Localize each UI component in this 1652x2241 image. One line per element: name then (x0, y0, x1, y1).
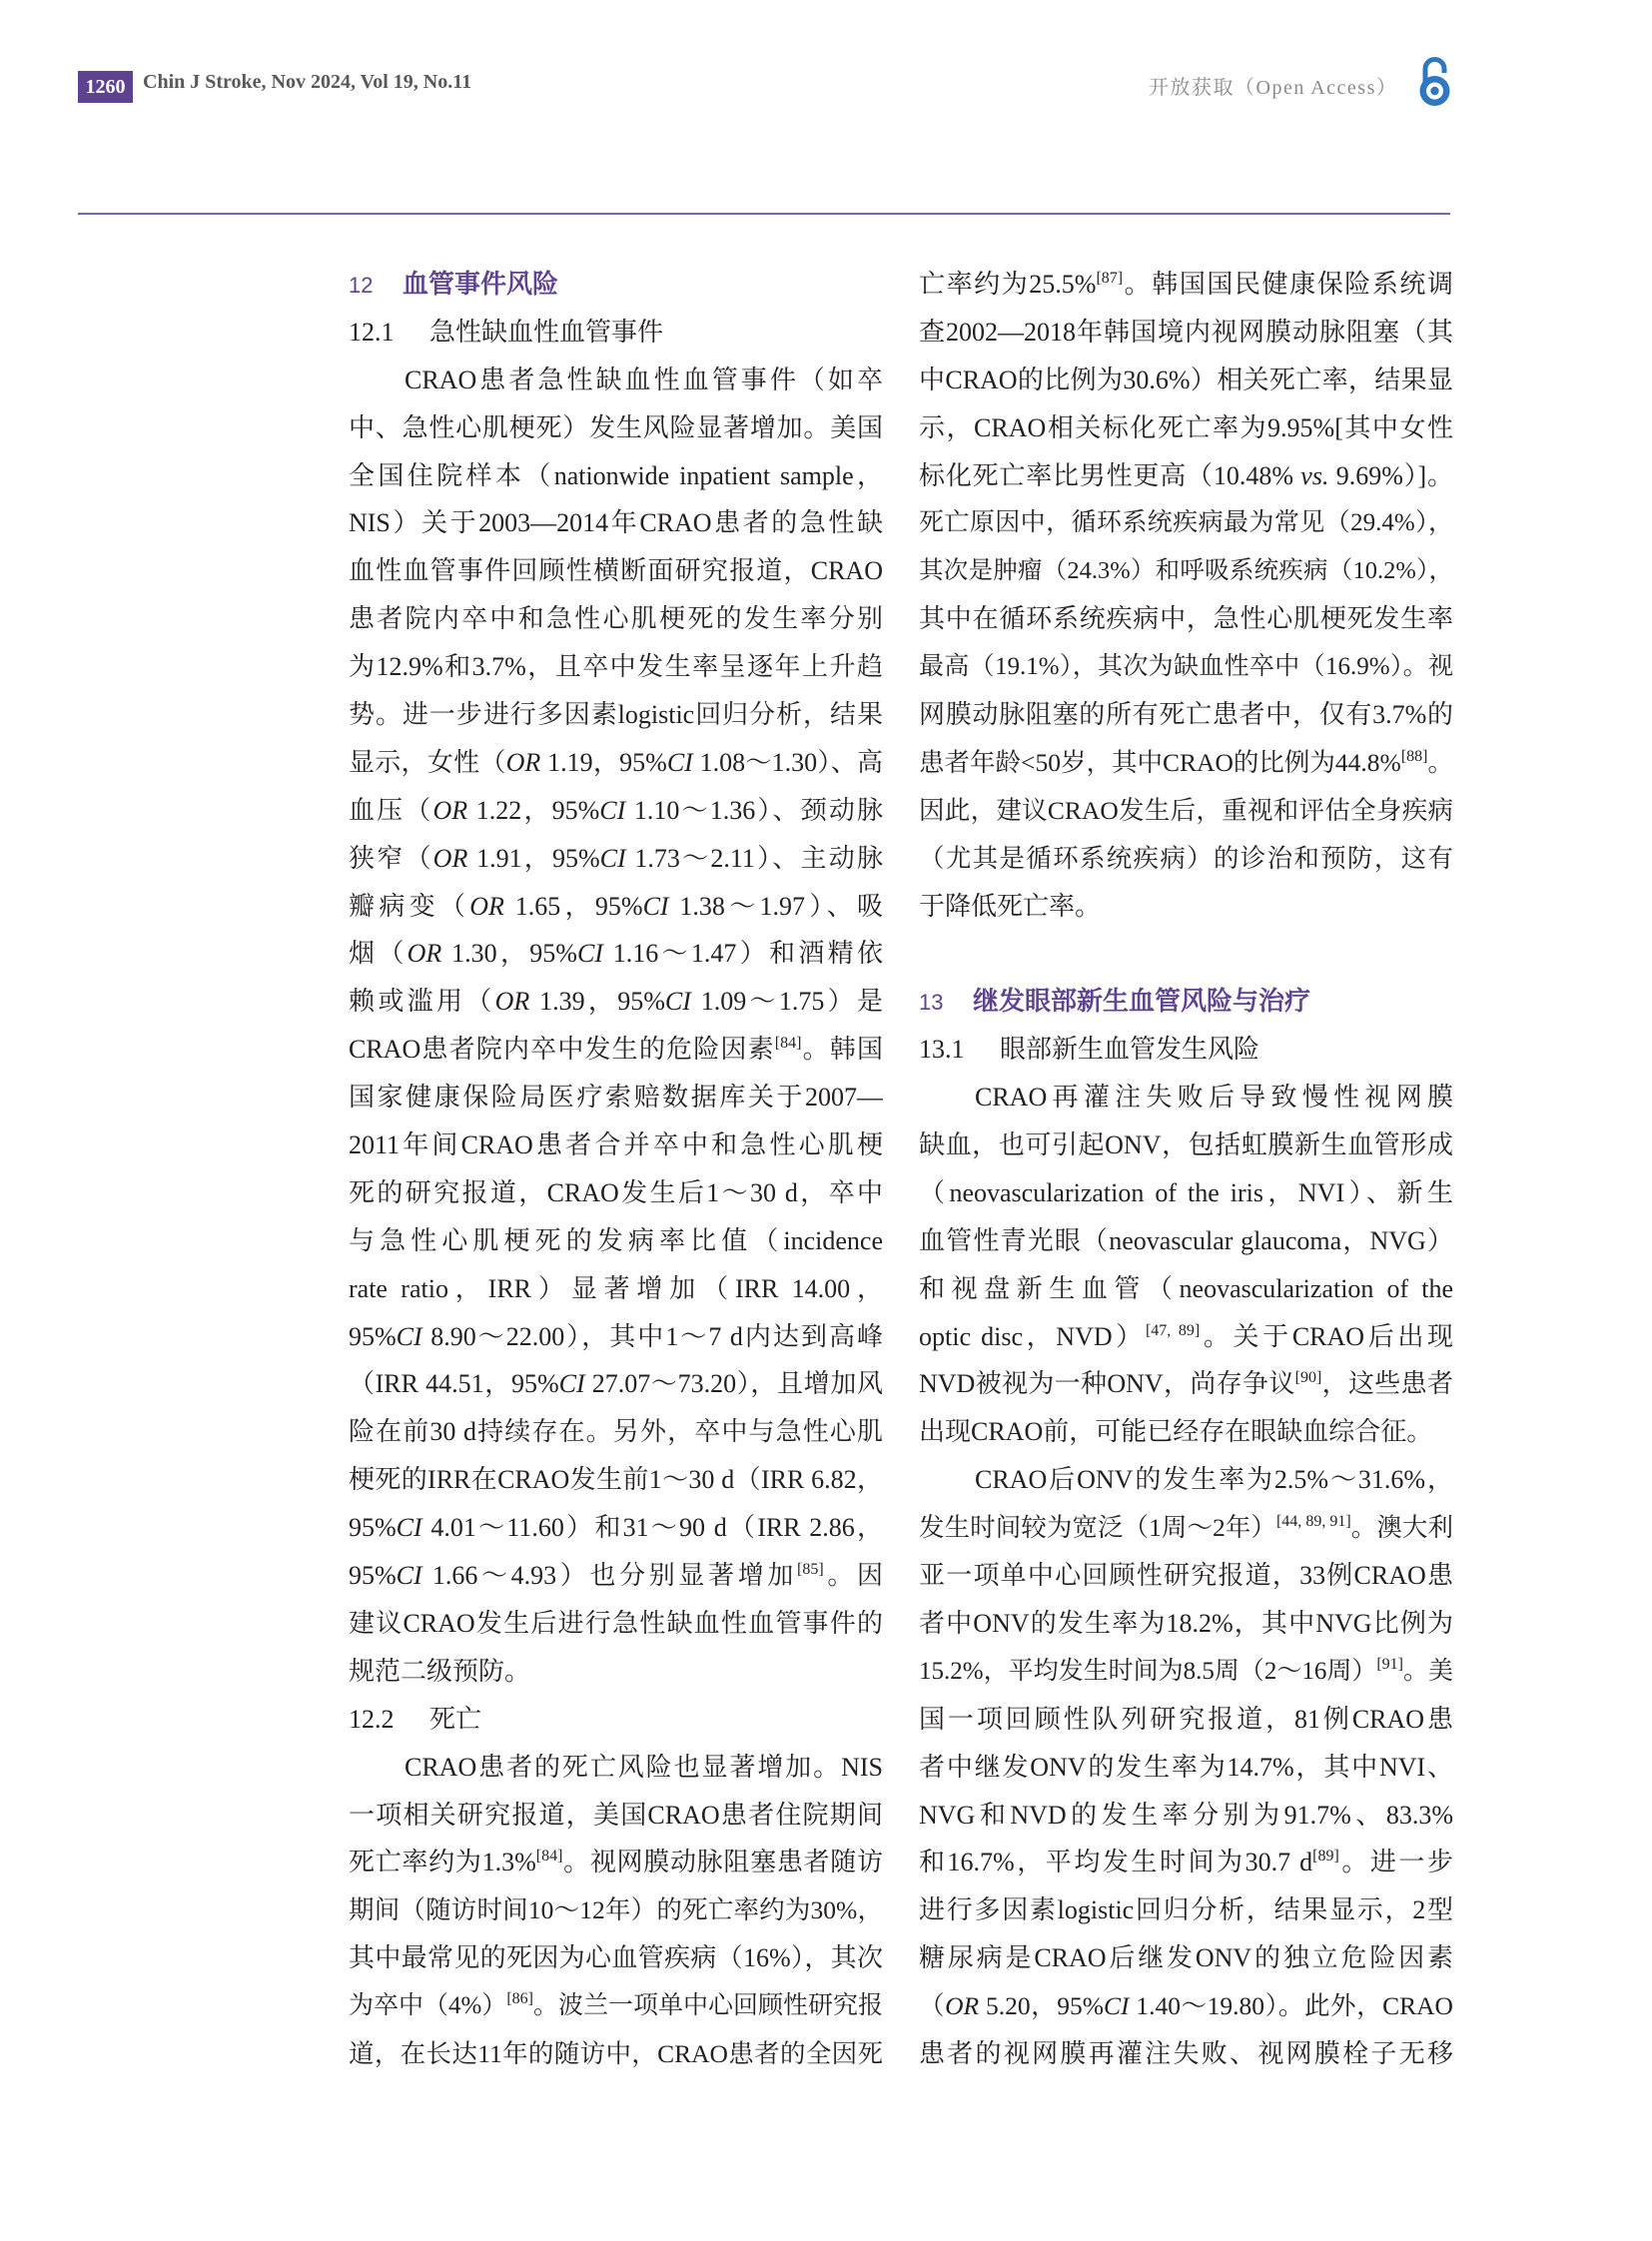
text-line (919, 1313, 1453, 1361)
text-run: 示，CRAO相关标化死亡率为9.95%[其中女性 (919, 412, 1453, 442)
text-run: 全国住院样本（nationwide inpatient sample， (349, 460, 883, 490)
text-line (349, 1792, 883, 1840)
text-line (349, 1026, 883, 1074)
text-run: 和视盘新生血管（neovascularization of the (919, 1273, 1453, 1303)
text-line (349, 1408, 883, 1456)
text-run: CRAO患者的死亡风险也显著增加。NIS (405, 1752, 883, 1782)
text-line (349, 1600, 883, 1648)
text-run: 亡率约为25.5% (919, 270, 1097, 299)
text-line (919, 691, 1453, 739)
text-line (919, 1886, 1453, 1934)
text-run: 烟（ (349, 939, 408, 969)
text-run: NVG和NVD的发生率分别为91.7%、83.3% (919, 1800, 1453, 1830)
citation-superscript: [88] (1400, 747, 1428, 765)
journal-citation: Chin J Stroke, Nov 2024, Vol 19, No.11 (143, 71, 472, 93)
italic-term: CI (396, 1321, 422, 1351)
italic-term: CI (599, 843, 626, 873)
text-run: 中CRAO的比例为30.6%）相关死亡率，结果显 (919, 365, 1453, 394)
text-run: 其中最常见的死因为心血管疾病（16%），其次 (349, 1943, 883, 1973)
text-line (349, 1839, 883, 1886)
text-line (349, 883, 883, 931)
text-line (349, 1121, 883, 1169)
text-run: 死的研究报道，CRAO发生后1～30 d，卒中 (349, 1177, 883, 1207)
italic-term: CI (599, 795, 626, 825)
text-run: 者中ONV的发生率为18.2%，其中NVG比例为 (919, 1608, 1453, 1638)
text-line (919, 1648, 1453, 1696)
text-run: 95% (349, 1321, 397, 1351)
text-line (349, 595, 883, 643)
text-run: 为卒中（4%） (349, 1992, 507, 2020)
text-run: 显示，女性（ (349, 747, 506, 777)
text-run: 最高（19.1%），其次为缺血性卒中（16.9%）。视 (919, 653, 1453, 681)
blank-line (919, 930, 1453, 978)
text-line (919, 1839, 1453, 1886)
text-line (919, 499, 1453, 547)
text-run: 95% (349, 1561, 397, 1591)
text-run: 1.39，95% (529, 987, 665, 1017)
text-run: 血管性青光眼（neovascular glaucoma，NVG） (919, 1225, 1453, 1255)
italic-term: CI (642, 891, 669, 921)
text-run: 出现CRAO前，可能已经存在眼缺血综合征。 (919, 1417, 1433, 1447)
text-line (919, 1456, 1453, 1504)
text-run: 瓣病变（ (349, 891, 470, 921)
text-line (349, 1648, 883, 1696)
text-run: 。韩国国民健康保险系统调 (1123, 270, 1453, 299)
text-line (349, 787, 883, 835)
text-line (349, 1265, 883, 1313)
text-line (349, 1217, 883, 1265)
citation-superscript: [86] (506, 1990, 533, 2008)
text-line (919, 452, 1453, 500)
text-line (349, 930, 883, 978)
text-run: 进行多因素logistic回归分析，结果显示，2型 (919, 1895, 1453, 1925)
italic-term: CI (666, 747, 693, 777)
text-line (349, 643, 883, 691)
text-line (349, 978, 883, 1026)
section-title: 继发眼部新生血管风险与治疗 (973, 986, 1311, 1017)
right-column (919, 261, 1453, 2078)
access-label: 开放获取（Open Access） (1149, 77, 1398, 99)
text-run: 。视网膜动脉阻塞患者随访 (562, 1848, 883, 1877)
text-run: 网膜动脉阻塞的所有死亡患者中，仅有3.7%的 (919, 700, 1453, 730)
text-run: 因此，建议CRAO发生后，重视和评估全身疾病 (919, 795, 1453, 825)
text-run: NIS）关于2003—2014年CRAO患者的急性缺 (349, 508, 883, 538)
italic-term: CI (576, 939, 603, 969)
text-run: 死亡率约为1.3% (349, 1848, 536, 1877)
text-run: 8.90～22.00），其中1～7 d内达到高峰 (421, 1321, 883, 1351)
text-run: CRAO患者急性缺血性血管事件（如卒 (405, 365, 883, 394)
text-line (349, 1552, 883, 1600)
italic-term: CI (396, 1561, 422, 1591)
text-run: 。韩国 (801, 1035, 883, 1065)
text-run: 赖或滥用（ (349, 987, 495, 1017)
citation-superscript: [91] (1376, 1655, 1403, 1673)
text-line (919, 404, 1453, 452)
subsection-heading (349, 309, 883, 357)
text-line (919, 643, 1453, 691)
italic-term: vs. (1300, 460, 1329, 490)
text-run: NVD被视为一种ONV，尚存争议 (919, 1369, 1295, 1399)
text-run: CRAO再灌注失败后导致慢性视网膜 (975, 1083, 1453, 1113)
text-line (349, 835, 883, 883)
text-run: 1.08～1.30）、高 (692, 747, 883, 777)
text-line (919, 1074, 1453, 1121)
text-line (349, 404, 883, 452)
text-line (349, 739, 883, 787)
text-line (919, 1408, 1453, 1456)
text-line (349, 1313, 883, 1361)
text-run: 其次是肿瘤（24.3%）和呼吸系统疾病（10.2%）， (919, 557, 1453, 585)
text-run: 患者年龄<50岁，其中CRAO的比例为44.8% (919, 747, 1401, 777)
text-run: 者中继发ONV的发生率为14.7%，其中NVI、 (919, 1752, 1453, 1782)
text-line (919, 1121, 1453, 1169)
text-run: 1.19，95% (540, 747, 667, 777)
text-run: 患者院内卒中和急性心肌梗死的发生率分别 (349, 604, 883, 634)
text-line (919, 787, 1453, 835)
italic-term: OR (469, 891, 504, 921)
text-line (919, 1982, 1453, 2030)
left-column (349, 261, 883, 2078)
text-line (349, 691, 883, 739)
text-run: 其中在循环系统疾病中，急性心肌梗死发生率 (919, 604, 1453, 634)
text-line (919, 1792, 1453, 1840)
section-number: 13 (919, 990, 944, 1016)
text-line (349, 1456, 883, 1504)
text-run: 。澳大利 (1350, 1513, 1453, 1543)
text-line (919, 1360, 1453, 1408)
citation-superscript: [84] (535, 1848, 563, 1866)
text-run: 1.66～4.93）也分别显著增加 (421, 1561, 798, 1591)
text-run: 为12.9%和3.7%，且卒中发生率呈逐年上升趋 (349, 652, 883, 682)
text-run: 1.65，95% (503, 891, 643, 921)
text-run: 1.30，95% (441, 939, 577, 969)
text-run: 缺血，也可引起ONV，包括虹膜新生血管形成 (919, 1130, 1453, 1160)
text-run: 亚一项单中心回顾性研究报道，33例CRAO患 (919, 1561, 1453, 1591)
text-run: 死亡原因中，循环系统疾病最为常见（29.4%）， (919, 509, 1453, 537)
text-run: 1.91，95% (467, 843, 600, 873)
italic-term: CI (396, 1513, 422, 1543)
text-line (919, 595, 1453, 643)
text-line (919, 1217, 1453, 1265)
text-run: 。 (1427, 747, 1453, 777)
text-run: 。美 (1402, 1657, 1453, 1685)
text-run: （neovascularization of the iris，NVI）、新生 (919, 1177, 1453, 1207)
text-run: 2011年间CRAO患者合并卒中和急性心肌梗 (349, 1130, 883, 1160)
text-run: 1.16～1.47）和酒精依 (602, 939, 883, 969)
text-run: 9.69%）]。 (1328, 460, 1453, 490)
text-line (919, 1934, 1453, 1982)
text-line (349, 1934, 883, 1982)
text-line (919, 835, 1453, 883)
italic-term: OR (494, 987, 530, 1017)
text-run: 1.09～1.75）是 (690, 987, 883, 1017)
text-run: 1.40～19.80）。此外，CRAO (1129, 1991, 1453, 2021)
text-line (349, 1504, 883, 1552)
text-line (919, 261, 1453, 309)
text-run: 国家健康保险局医疗索赔数据库关于2007— (349, 1083, 883, 1113)
text-run: 规范二级预防。 (349, 1656, 531, 1686)
citation-superscript: [89] (1312, 1848, 1339, 1866)
text-run: 27.07～73.20），且增加风 (584, 1369, 883, 1399)
section-heading (349, 261, 883, 309)
text-run: 。进一步 (1338, 1848, 1453, 1877)
text-run: 1.73～2.11）、主动脉 (625, 843, 883, 873)
italic-term: OR (505, 747, 541, 777)
italic-term: OR (945, 1991, 980, 2021)
text-run: 95% (349, 1513, 397, 1543)
italic-term: CI (664, 987, 691, 1017)
text-line (349, 1744, 883, 1792)
text-line (919, 357, 1453, 404)
text-run: 5.20，95% (979, 1991, 1104, 2021)
text-run: 道，在长达11年的随访中，CRAO患者的全因死 (349, 2038, 883, 2068)
text-line (349, 2030, 883, 2078)
text-line (919, 1265, 1453, 1313)
text-run: 血性血管事件回顾性横断面研究报道，CRAO (349, 556, 883, 586)
text-run: （ (919, 1991, 946, 2021)
subsection-number: 12.2 (349, 1704, 395, 1734)
subsection-title: 眼部新生血管发生风险 (1000, 1035, 1260, 1065)
text-run: 1.10～1.36）、颈动脉 (625, 795, 883, 825)
text-run: 1.38～1.97）、吸 (668, 891, 883, 921)
text-line (919, 1504, 1453, 1552)
text-run: 与急性心肌梗死的发病率比值（incidence (349, 1225, 883, 1255)
text-run: ，这些患者 (1321, 1369, 1453, 1399)
text-run: 。波兰一项单中心回顾性研究报 (532, 1992, 883, 2020)
italic-term: OR (407, 939, 442, 969)
text-run: 标化死亡率比男性更高（10.48% (919, 460, 1301, 490)
citation-superscript: [85] (797, 1561, 824, 1579)
text-run: 血压（ (349, 795, 433, 825)
text-line (349, 1074, 883, 1121)
text-line (919, 883, 1453, 931)
subsection-number: 12.1 (349, 317, 395, 347)
text-run: 1.22，95% (467, 795, 600, 825)
text-line (919, 309, 1453, 357)
text-run: 中、急性心肌梗死）发生风险显著增加。美国 (349, 412, 883, 442)
text-run: 15.2%，平均发生时间为8.5周（2～16周） (919, 1657, 1377, 1685)
text-run: rate ratio，IRR）显著增加（IRR 14.00， (349, 1273, 883, 1303)
subsection-number: 13.1 (919, 1035, 965, 1065)
text-line (919, 1744, 1453, 1792)
section-number: 12 (349, 273, 374, 298)
text-line (349, 1360, 883, 1408)
section-heading (919, 978, 1453, 1026)
text-run: CRAO患者院内卒中发生的危险因素 (349, 1035, 775, 1065)
text-run: 查2002—2018年韩国境内视网膜动脉阻塞（其 (919, 317, 1453, 347)
citation-superscript: [87] (1096, 270, 1124, 287)
text-run: optic disc，NVD） (919, 1321, 1146, 1351)
italic-term: OR (432, 795, 468, 825)
section-title: 血管事件风险 (403, 269, 559, 299)
text-run: 发生时间较为宽泛（1周～2年） (919, 1513, 1276, 1543)
text-line (919, 1696, 1453, 1744)
text-line (919, 1600, 1453, 1648)
text-run: 势。进一步进行多因素logistic回归分析，结果 (349, 700, 883, 730)
text-run: 险在前30 d持续存在。另外，卒中与急性心肌 (349, 1417, 883, 1447)
italic-term: CI (1103, 1991, 1130, 2021)
text-run: 期间（随访时间10～12年）的死亡率约为30%， (349, 1895, 883, 1925)
text-line (349, 1886, 883, 1934)
text-run: （尤其是循环系统疾病）的诊治和预防，这有 (919, 843, 1453, 873)
text-run: 于降低死亡率。 (919, 891, 1102, 921)
citation-superscript: [90] (1294, 1369, 1322, 1387)
text-run: 4.01～11.60）和31～90 d（IRR 2.86， (421, 1513, 883, 1543)
subsection-heading (349, 1696, 883, 1744)
text-run: CRAO后ONV的发生率为2.5%～31.6%， (975, 1465, 1453, 1495)
text-run: 患者的视网膜再灌注失败、视网膜栓子无移 (919, 2038, 1453, 2068)
subsection-title: 急性缺血性血管事件 (429, 317, 664, 347)
text-line (349, 1982, 883, 2030)
subsection-heading (919, 1026, 1453, 1074)
text-run: 糖尿病是CRAO后继发ONV的独立危险因素 (919, 1943, 1453, 1973)
text-run: （IRR 44.51，95% (349, 1369, 559, 1399)
open-access-lock-icon (1416, 54, 1453, 108)
text-line (349, 547, 883, 595)
text-line (349, 357, 883, 404)
page-number-badge: 1260 (78, 71, 133, 103)
text-line (919, 2030, 1453, 2078)
text-run: 和16.7%，平均发生时间为30.7 d (919, 1848, 1313, 1877)
text-run: 一项相关研究报道，美国CRAO患者住院期间 (349, 1800, 883, 1830)
citation-superscript: [47, 89] (1145, 1321, 1201, 1339)
text-run: 国一项回顾性队列研究报道，81例CRAO患 (919, 1704, 1453, 1734)
text-run: 梗死的IRR在CRAO发生前1～30 d（IRR 6.82， (349, 1465, 883, 1495)
italic-term: CI (558, 1369, 585, 1399)
text-line (919, 1552, 1453, 1600)
text-line (349, 452, 883, 500)
citation-superscript: [84] (774, 1035, 802, 1053)
text-line (919, 1169, 1453, 1217)
text-run: 。关于CRAO后出现 (1200, 1321, 1453, 1351)
text-line (919, 547, 1453, 595)
italic-term: OR (432, 843, 468, 873)
text-line (919, 739, 1453, 787)
citation-superscript: [44, 89, 91] (1275, 1513, 1351, 1531)
subsection-title: 死亡 (429, 1704, 482, 1734)
text-run: 狭窄（ (349, 843, 433, 873)
header-rule (78, 213, 1450, 215)
text-line (349, 499, 883, 547)
text-run: 建议CRAO发生后进行急性缺血性血管事件的 (349, 1608, 883, 1638)
text-line (349, 1169, 883, 1217)
text-run: 。因 (823, 1561, 883, 1591)
